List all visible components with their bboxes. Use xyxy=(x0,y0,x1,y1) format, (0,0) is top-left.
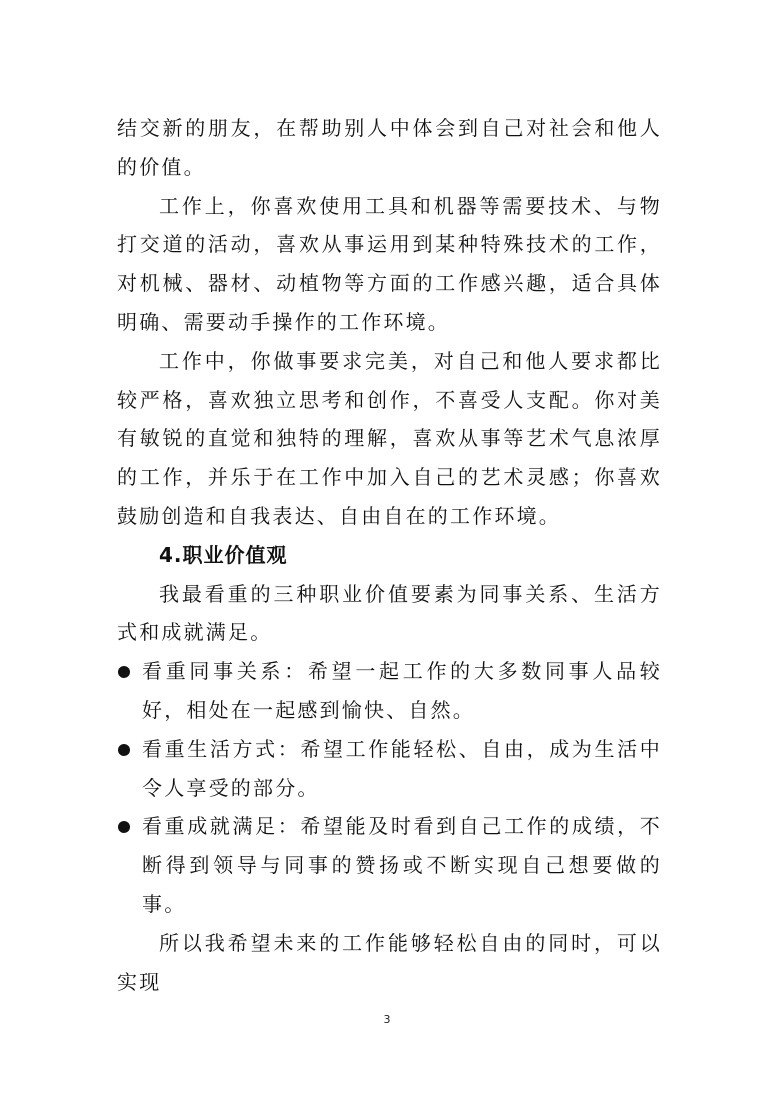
bullet-item xyxy=(117,807,662,923)
paragraph-work-art: 工作中，你做事要求完美，对自己和他人要求都比较严格，喜欢独立思考和创作，不喜受人支配。你对美有敏锐的直觉和独特的理解，喜欢从事等艺术气息浓厚的工作，并乐于在工作中加入自己的艺术灵感；你喜欢鼓励创造和自我表达、自由自在的工作环境。 xyxy=(117,348,662,528)
document-body xyxy=(117,109,662,1001)
bullet-item xyxy=(117,730,662,808)
bullet-item xyxy=(117,652,662,730)
paragraph-work-tools: 工作上，你喜欢使用工具和机器等需要技术、与物打交道的活动，喜欢从事运用到某种特殊技术的工作，对机械、器材、动植物等方面的工作感兴趣，适合具体明确、需要动手操作的工作环境。 xyxy=(117,193,662,334)
bullet-text: 看重生活方式：希望工作能轻松、自由，成为生活中令人享受的部分。 xyxy=(142,736,662,800)
bullet-text: 看重成就满足：希望能及时看到自己工作的成绩，不断得到领导与同事的赞扬或不断实现自己想要做的事。 xyxy=(142,814,662,916)
bullet-text: 看重同事关系：希望一起工作的大多数同事人品较好，相处在一起感到愉快、自然。 xyxy=(142,659,662,722)
paragraph-closing: 所以我希望未来的工作能够轻松自由的同时，可以实现 xyxy=(117,930,662,994)
section-heading: 4.职业价值观 xyxy=(159,542,288,567)
bullet-dot-icon xyxy=(118,744,130,756)
page-number: 3 xyxy=(383,1013,391,1026)
bullet-dot-icon xyxy=(118,821,130,833)
paragraph-continued: 结交新的朋友，在帮助别人中体会到自己对社会和他人的价值。 xyxy=(117,116,662,179)
bullet-dot-icon xyxy=(118,666,130,678)
paragraph-values-intro: 我最看重的三种职业价值要素为同事关系、生活方式和成就满足。 xyxy=(117,581,662,645)
